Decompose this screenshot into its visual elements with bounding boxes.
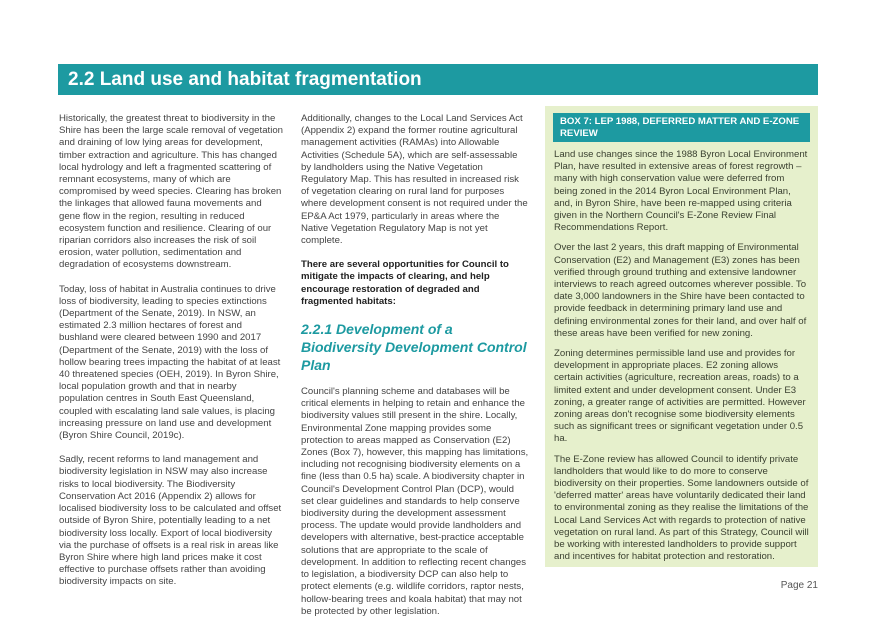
box-paragraph: Over the last 2 years, this draft mapping of Environmental Conservation (E2) and Management (E3) zones has been verified through ground truthing and extensive landowner interviews to reach agreed outcomes wherever possible. To date 3,000 landowners in the Shire have been contacted to provide feedback in determining primary land use and defining environmental zones for their land, and over half of these areas have been verified for new zoning.: [554, 242, 807, 339]
box-7-panel: [545, 106, 818, 567]
box-paragraph: Land use changes since the 1988 Byron Local Environment Plan, have resulted in extensive areas of forest regrowth – many with high conservation value were deferred from being zoned in the 2014 Byron Local Environment Plan, and, in Byron Shire, have been re-mapped using criteria given in the Northern Council's E-Zone Review Final Recommendations Report.: [554, 149, 808, 234]
paragraph-dcp: Council's planning scheme and databases will be critical elements in helping to retain and enhance the biodiversity values still present in the shire. Locally, Environmental Zone mapping provides some protection to areas mapped as Conservation (E2) Zones (Box 7), however, this mapping has limitations, including not recognising biodiversity elements on a fine (less than 0.5 ha) scale. A biodiversity chapter in Council's Development Control Plan (DCP), would set clear guidelines and standards to help conserve biodiversity during the development assessment process. The update would provide landholders and developers with alternative, best-practice acceptable solutions that are appropriate to the scale of development. In addition to reflecting recent changes to legislation, a biodiversity DCP can also help to protect elements (e.g. wildlife corridors, raptor nests, hollow-bearing trees and koala habitat) that may not be protected by other legislation.: [301, 386, 529, 617]
box-paragraph: Zoning determines permissible land use and provides for development in appropriate places. E2 zoning allows certain activities (agriculture, recreation areas, roads) to a limited extent and under development consent. Under E3 zoning, a greater range of activities are permitted. However zoning areas don't recognise some biodiversity elements such as significant trees or significant vegetation under 0.5 ha.: [554, 348, 806, 445]
subsection-heading: 2.2.1 Development of a Biodiversity Development Control Plan: [301, 321, 527, 374]
left-text-column: [59, 113, 283, 601]
box-7-title: BOX 7: LEP 1988, DEFERRED MATTER AND E-ZONE REVIEW: [553, 113, 810, 142]
middle-text-column: [301, 113, 529, 619]
paragraph-legislation-risk: Sadly, recent reforms to land management and biodiversity legislation in NSW may also increase risks to local biodiversity. The Biodiversity Conservation Act 2016 (Appendix 2) allows for localised biodiversity loss to be calculated and offset outside of Byron Shire, potentially leading to a net biodiversity loss locally. Export of local biodiversity via the purchase of offsets is a real risk in areas like Byron Shire where high land prices make it cost effective to purchase offsets rather than avoiding biodiversity impacts on site.: [59, 454, 282, 588]
box-paragraph: The E-Zone review has allowed Council to identify private landholders that would like to do more to conserve biodiversity on their properties. Some landowners outside of 'deferred matter' areas have voluntarily dedicated their land to environmental zoning as they realise the limitations of the Local Land Services Act with regards to protection of native vegetation on rural land. As part of this Strategy, Council will be working with interested landholders to provide support and incentives for habitat protection and restoration.: [554, 453, 809, 563]
paragraph-habitat-loss: Today, loss of habitat in Australia continues to drive loss of biodiversity, leading to species extinctions (Department of the Senate, 2019). In NSW, an estimated 2.3 million hectares of forest and bushland were cleared between 1990 and 2017 (Department of the Senate, 2019) with the loss of hollow bearing trees impacting the habitat of at least 40 threatened species (OEH, 2019). In Byron Shire, local population growth and that in nearby population centres in South East Queensland, coupled with escalating land sale values, is placing increasing pressure on land use and development (Byron Shire Council, 2019c).: [59, 283, 281, 442]
page-number: Page 21: [780, 580, 818, 591]
opportunities-statement: There are several opportunities for Council to mitigate the impacts of clearing, and help encourage restoration of degraded and fragmented habitats:: [301, 259, 509, 307]
section-title-banner: 2.2 Land use and habitat fragmentation: [58, 64, 818, 95]
paragraph-history: Historically, the greatest threat to biodiversity in the Shire has been the large scale removal of vegetation and draining of low lying areas for development, timber extraction and agriculture. This has changed local hydrology and left a fragmented scattering of remnant ecosystems, many of which are compromised by weed species. Clearing has broken the linkages that allowed fauna movements and gene flow in the region, resulting in reduced ecosystem function and resilience. Clearing of our riparian corridors also increases the risk of soil erosion, water pollution, sedimentation and degradation of ecosystems downstream.: [59, 113, 283, 271]
paragraph-local-land-services: Additionally, changes to the Local Land Services Act (Appendix 2) expand the former routine agricultural management activities (RAMAs) into Allowable Activities (Schedule 5A), which are self-assessable by landholders using the Native Vegetation Regulatory Map. This has resulted in increased risk of vegetation clearing on rural land for purposes where development consent is not required under the EP&A Act 1979, particularly in areas where the Native Vegetation Regulatory Map is not yet complete.: [301, 113, 528, 247]
